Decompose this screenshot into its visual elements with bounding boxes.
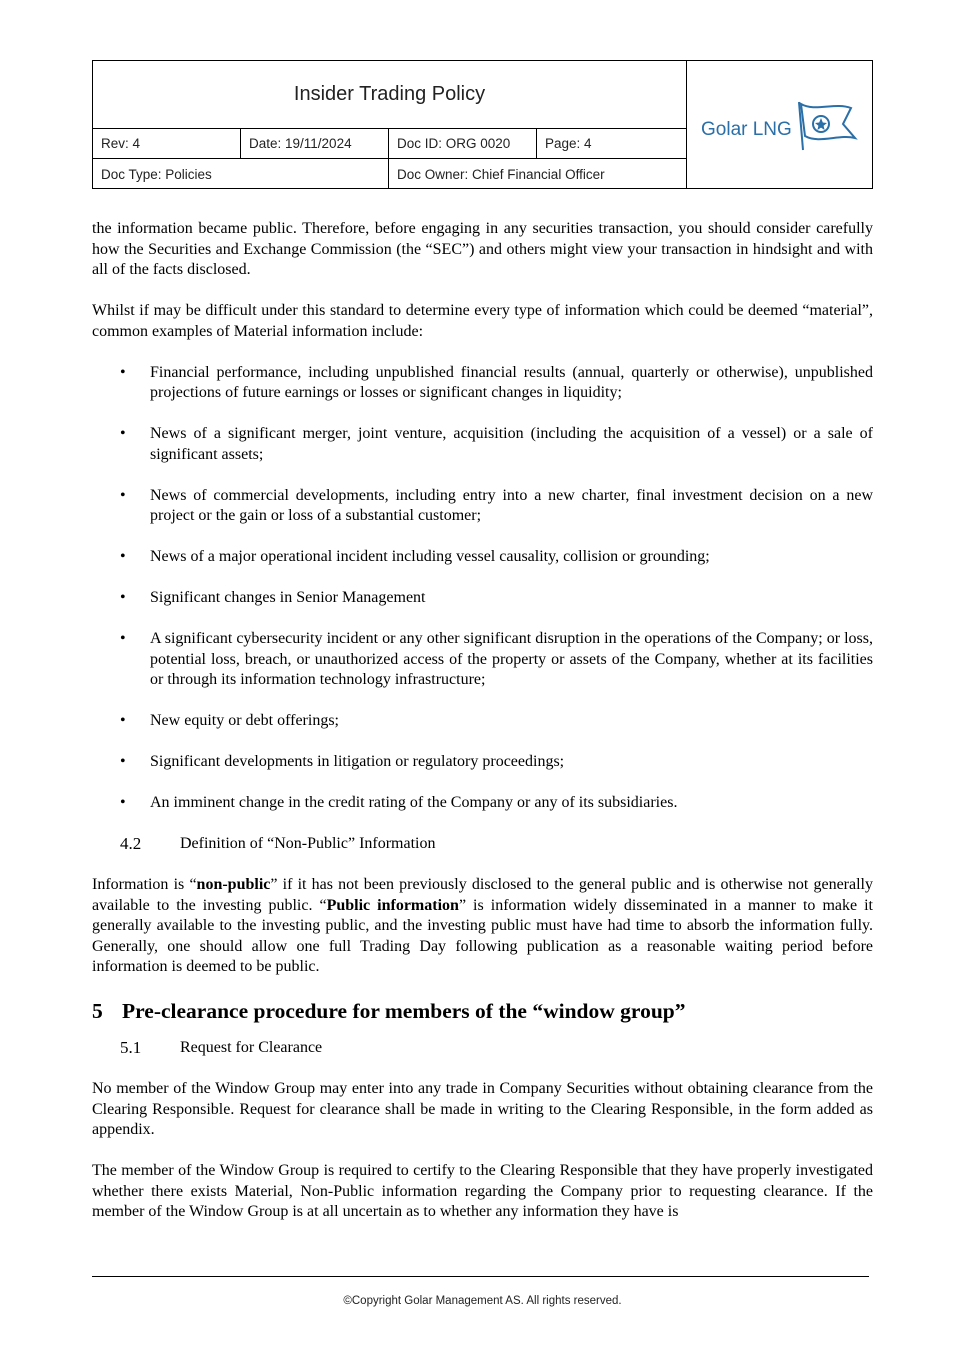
list-item: • A significant cybersecurity incident or any other significant disruption in the operations of the Company; or loss, potential loss, breach, or unauthorized access of the property or assets of the Company, whether at its facilities or through its information technology infrastructure; xyxy=(120,630,873,688)
list-item: • News of a major operational incident including vessel causality, collision or grounding; xyxy=(92,547,873,568)
list-item: • Significant developments in litigation or regulatory proceedings; xyxy=(92,752,873,773)
paragraph: No member of the Window Group may enter into any trade in Company Securities without obtaining clearance from the Clearing Responsible. Request for clearance shall be made in writing to the Clearing Responsible, in the form added as appendix. xyxy=(92,1080,873,1138)
footer-copyright: ©Copyright Golar Management AS. All rights reserved. xyxy=(343,1295,622,1307)
list-item: • Significant changes in Senior Management xyxy=(92,588,873,609)
golar-flag-icon xyxy=(695,90,865,160)
doc-id-cell: Doc ID: ORG 0020 xyxy=(389,129,537,158)
list-item: • Financial performance, including unpublished financial results (annual, quarterly or otherwise), unpublished projections of future earnings or losses or significant changes in liquidity; xyxy=(120,363,873,401)
list-item: • An imminent change in the credit rating of the Company or any of its subsidiaries. xyxy=(92,793,873,814)
doc-type-cell: Doc Type: Policies xyxy=(93,159,389,189)
header-type-row xyxy=(93,159,687,189)
bullet-icon: • xyxy=(120,589,126,606)
list-item: • News of commercial developments, including entry into a new charter, final investment decision on a new project or the gain or loss of a substantial customer; xyxy=(120,486,873,524)
bullet-icon: • xyxy=(120,548,126,565)
paragraph: The member of the Window Group is required to certify to the Clearing Responsible that they have properly investigated whether there exists Material, Non-Public information regarding the Company prior to requesting clearance. If the member of the Window Group is at all uncertain as to whether any information they have is xyxy=(92,1162,873,1220)
bullet-icon: • xyxy=(120,425,126,442)
list-item: • New equity or debt offerings; xyxy=(92,711,873,732)
material-info-list xyxy=(92,363,873,814)
footer-divider xyxy=(92,1276,869,1277)
subsection-title: Request for Clearance xyxy=(180,1039,323,1056)
document-body xyxy=(92,219,873,1243)
page-cell: Page: 4 xyxy=(545,136,592,151)
bold-term: Public information xyxy=(326,896,459,914)
subsection-title: Definition of “Non-Public” Information xyxy=(180,835,436,852)
subsection-number: 5.1 xyxy=(120,1038,142,1057)
bullet-icon: • xyxy=(120,753,126,770)
section-heading-5 xyxy=(92,998,873,1024)
section-title: Pre-clearance procedure for members of the “window group” xyxy=(122,999,686,1023)
paragraph: the information became public. Therefore, before engaging in any securities transaction, you should consider carefully how the Securities and Exchange Commission (the “SEC”) and others might view your transaction in hindsight and with all of the facts disclosed. xyxy=(92,220,873,278)
list-item: • News of a significant merger, joint venture, acquisition (including the acquisition of a vessel) or a sale of significant assets; xyxy=(120,425,873,463)
header-meta-row xyxy=(93,129,687,159)
date-cell: Date: 19/11/2024 xyxy=(241,129,389,158)
document-header-table xyxy=(92,60,873,189)
paragraph: Whilst if may be difficult under this standard to determine every type of information which could be deemed “material”, common examples of Material information include: xyxy=(92,302,873,340)
subsection-heading-4-2 xyxy=(92,834,873,855)
subsection-number: 4.2 xyxy=(120,834,142,853)
doc-owner-cell: Doc Owner: Chief Financial Officer xyxy=(397,166,605,182)
revision-cell: Rev: 4 xyxy=(93,129,241,158)
bullet-icon: • xyxy=(120,486,126,504)
section-number: 5 xyxy=(92,999,103,1023)
document-title: Insider Trading Policy xyxy=(93,61,687,129)
bold-term: non-public xyxy=(196,876,271,893)
bullet-icon: • xyxy=(120,712,126,729)
bullet-icon: • xyxy=(120,794,126,811)
bullet-icon: • xyxy=(120,630,126,647)
paragraph-non-public: Information is “non-public” if it has not been previously disclosed to the general public and is otherwise not generally available to the investing public. “Public information” is information widely disseminated in a manner to make it generally available to the investing public, and the investing public must have had time to absorb the information fully. Generally, one should allow one full Trading Day following publication as a reasonable waiting period before information is deemed to be public. xyxy=(92,876,873,975)
logo-wordmark: Golar LNG xyxy=(700,118,792,140)
golar-lng-logo xyxy=(687,61,872,188)
bullet-icon: • xyxy=(120,363,126,381)
subsection-heading-5-1 xyxy=(92,1038,873,1059)
